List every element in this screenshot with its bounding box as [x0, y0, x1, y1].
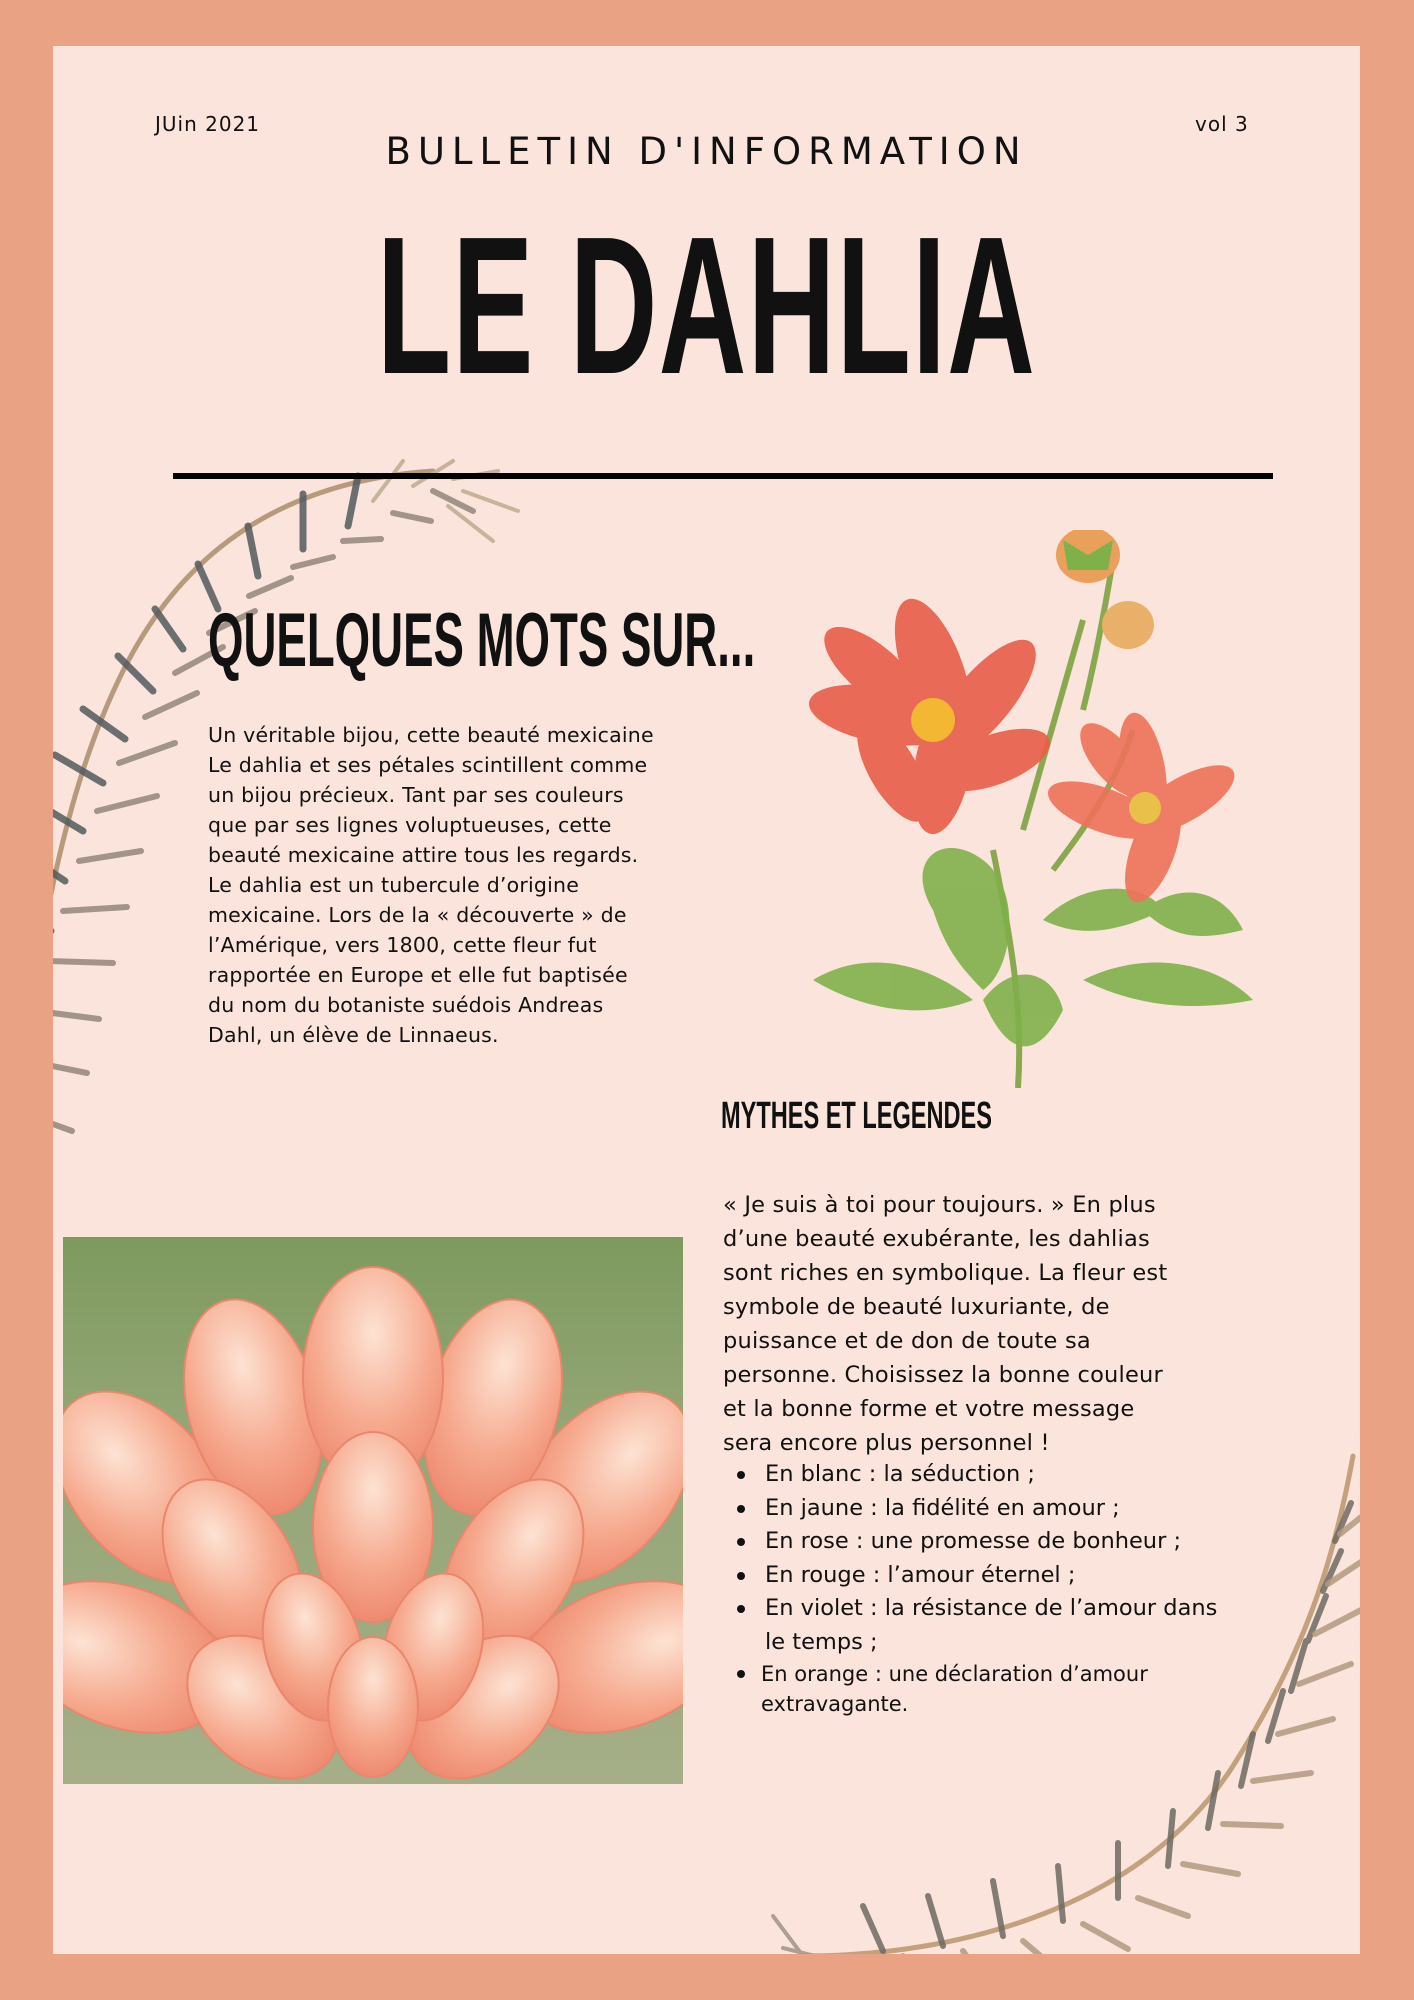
about-line: l’Amérique, vers 1800, cette fleur fut — [208, 933, 597, 957]
about-line: Le dahlia et ses pétales scintillent comme — [208, 753, 648, 777]
list-item: En orange : une déclaration d’amour extravagante. — [723, 1659, 1231, 1719]
about-line: mexicaine. Lors de la « découverte » de — [208, 903, 627, 927]
about-line: que par ses lignes voluptueuses, cette — [208, 813, 612, 837]
issue-date: JUin 2021 — [155, 112, 261, 136]
myths-line: puissance et de don de toute sa — [723, 1328, 1091, 1354]
about-line: Le dahlia est un tubercule d’origine — [208, 873, 580, 897]
myths-line: symbole de beauté luxuriante, de — [723, 1294, 1110, 1320]
issue-volume: vol 3 — [1195, 112, 1249, 136]
page-title: LE DAHLIA — [376, 196, 1037, 415]
list-item: En blanc : la séduction ; — [723, 1458, 1283, 1492]
list-item: En violet : la résistance de l’amour dans le temps ; — [723, 1592, 1235, 1659]
palm-feather-right-icon — [763, 1436, 1360, 1954]
myths-line: « Je suis à toi pour toujours. » En plus — [723, 1192, 1156, 1218]
about-line: du nom du botaniste suédois Andreas — [208, 993, 604, 1017]
list-item: En jaune : la fidélité en amour ; — [723, 1492, 1283, 1526]
about-line: beauté mexicaine attire tous les regards. — [208, 843, 639, 867]
about-text — [208, 720, 738, 1050]
myths-line: et la bonne forme et votre message — [723, 1396, 1135, 1422]
title-divider — [173, 473, 1273, 479]
about-line: Un véritable bijou, cette beauté mexicaine — [208, 723, 654, 747]
newsletter-page — [53, 46, 1360, 1954]
about-line: rapportée en Europe et elle fut baptisée — [208, 963, 628, 987]
about-line: Dahl, un élève de Linnaeus. — [208, 1023, 499, 1047]
about-heading: QUELQUES MOTS SUR... — [208, 598, 756, 683]
list-item: En rose : une promesse de bonheur ; — [723, 1525, 1283, 1559]
myths-heading: MYTHES ET LEGENDES — [721, 1095, 992, 1137]
myths-line: sera encore plus personnel ! — [723, 1430, 1050, 1456]
myths-line: sont riches en symbolique. La fleur est — [723, 1260, 1168, 1286]
myths-line: d’une beauté exubérante, les dahlias — [723, 1226, 1150, 1252]
myths-intro — [723, 1188, 1263, 1460]
about-line: un bijou précieux. Tant par ses couleurs — [208, 783, 624, 807]
list-item: En rouge : l’amour éternel ; — [723, 1559, 1283, 1593]
dahlia-watercolor-icon — [783, 530, 1343, 1088]
newsletter-kicker: BULLETIN D'INFORMATION — [385, 130, 1028, 173]
myths-line: personne. Choisissez la bonne couleur — [723, 1362, 1163, 1388]
dahlia-photo-icon — [63, 1237, 683, 1784]
